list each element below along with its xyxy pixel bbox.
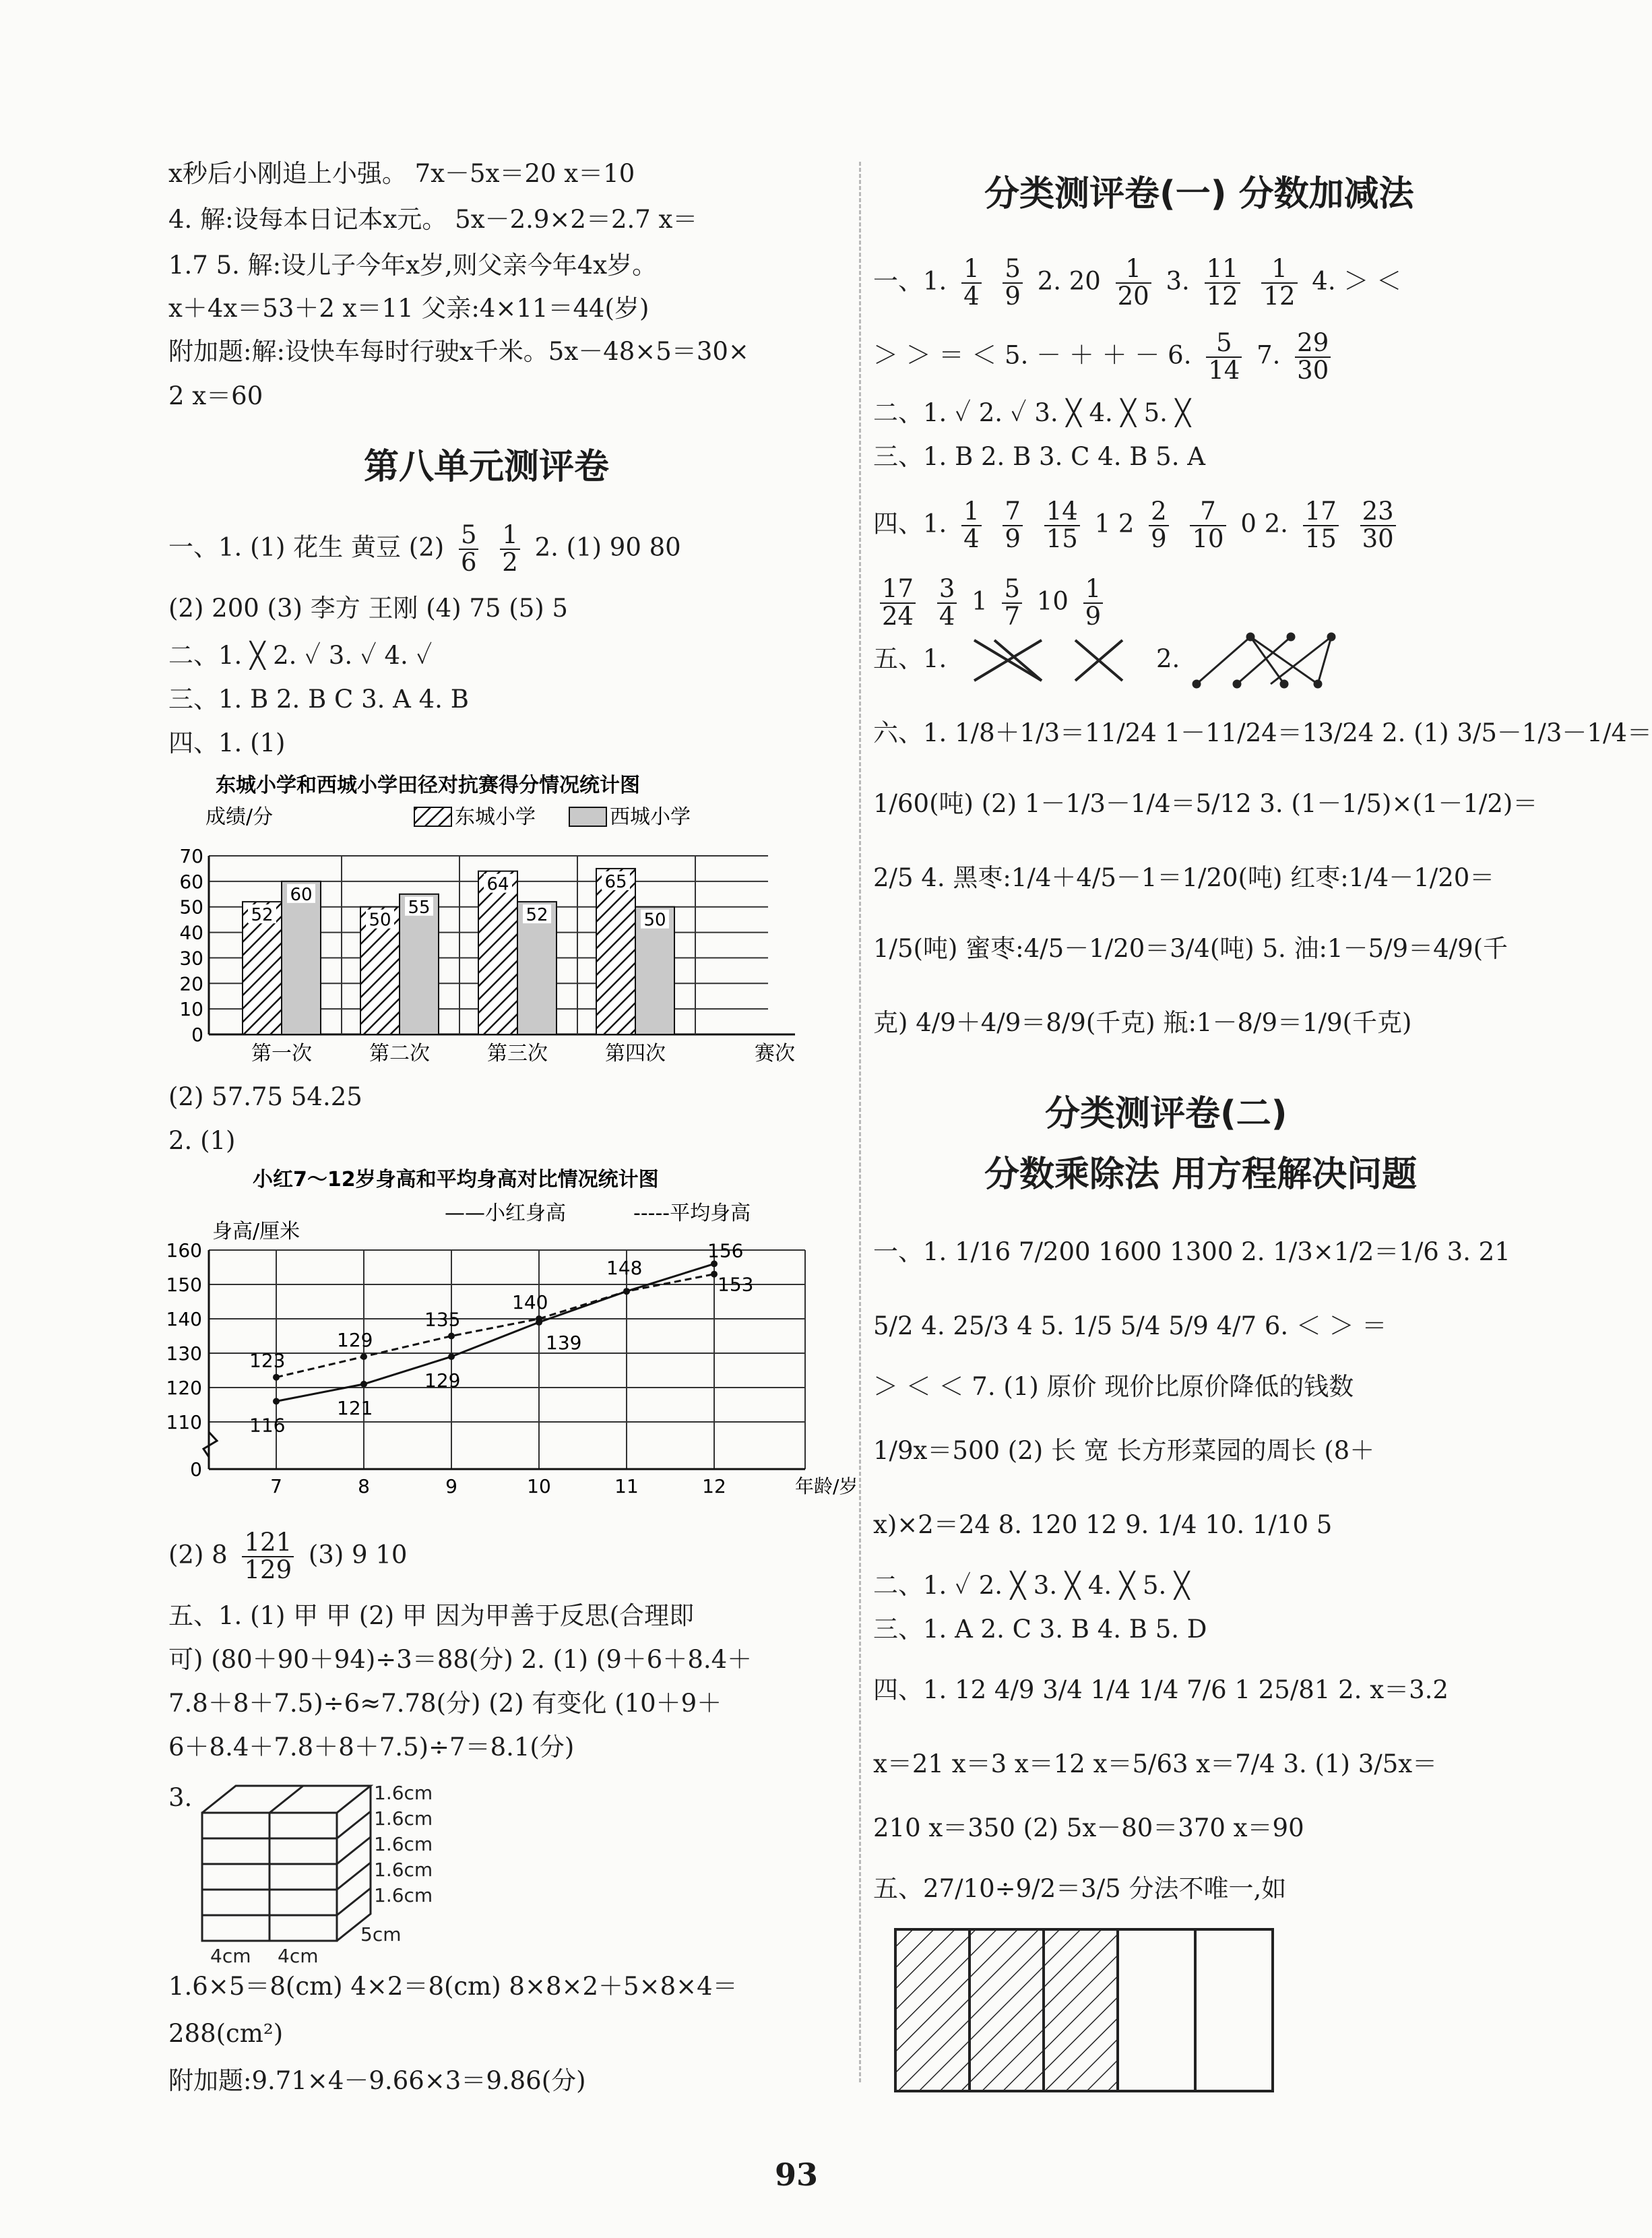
denominator: 12 [1263,281,1296,311]
x-tick-label: 11 [614,1475,639,1497]
data-label: 50 [643,910,666,931]
y-tick-label: 140 [166,1308,202,1330]
denominator: 15 [1046,524,1078,553]
series-line [276,1274,714,1377]
question-line [168,522,681,576]
numerator: 17 [880,576,916,604]
section-title: 分类测评卷(二) [1045,1094,1288,1134]
y-tick-label: 150 [166,1274,202,1296]
question-line [873,499,1403,553]
fraction [1190,499,1226,553]
text-line: 附加题:9.71×4－9.66×3＝9.86(分) [168,2066,586,2095]
denominator: 129 [244,1555,292,1584]
question-line [873,640,947,678]
text-line: x)×2＝24 8. 120 12 9. 1/4 10. 1/10 5 [873,1510,1333,1539]
numerator: 1 [1261,256,1297,284]
section-title: 第八单元测评卷 [364,447,610,487]
numerator: 29 [1295,330,1331,358]
text-line: 5/2 4. 25/3 4 5. 1/5 5/4 5/9 4/7 6. ＜ ＞ ＝ [873,1311,1387,1340]
fraction [500,522,520,576]
text-line: 可) (80＋90＋94)÷3＝88(分) 2. (1) (9＋6＋8.4＋ [168,1645,753,1674]
numerator: 121 [242,1530,294,1557]
y-tick-label: 20 [179,972,203,995]
denominator: 20 [1117,281,1149,311]
data-label: 52 [526,905,548,926]
box-label: 5cm [360,1923,402,1946]
denominator: 9 [1085,601,1102,631]
legend-label: -----平均身高 [633,1202,751,1225]
text-line: 二、1. ✓ 2. ╳ 3. ╳ 4. ╳ 5. ╳ [873,1571,1190,1600]
question-line [873,576,1110,630]
box-label: 1.6cm [374,1782,433,1804]
y-tick-label: 0 [191,1024,203,1046]
question-line [168,1530,407,1584]
y-tick-label: 110 [166,1411,202,1433]
fraction [1044,499,1080,553]
section-subtitle: 分数乘除法 用方程解决问题 [984,1154,1418,1195]
data-label: 156 [707,1239,744,1262]
y-tick-label: 50 [179,896,203,919]
x-tick-label: 9 [445,1475,457,1497]
text-line: 三、1. B 2. B C 3. A 4. B [168,685,469,714]
chart-title: 东城小学和西城小学田径对抗赛得分情况统计图 [216,774,640,797]
text: 一、1. [873,266,947,296]
data-point [273,1398,280,1404]
denominator: 12 [1206,281,1238,311]
text: 四、1. [873,509,947,538]
text-line: 克) 4/9＋4/9＝8/9(千克) 瓶:1－8/9＝1/9(千克) [873,1008,1412,1037]
numerator: 7 [1003,499,1023,526]
fraction [1205,256,1240,310]
data-point [623,1288,630,1295]
legend-label: ——小红身高 [445,1202,566,1225]
denominator: 4 [963,281,980,311]
text-line: 1/5(吨) 蜜枣:4/5－1/20＝3/4(吨) 5. 油:1－5/9＝4/9(千 [873,934,1508,963]
data-label: 121 [337,1396,373,1419]
fraction [1206,330,1242,384]
legend-swatch [414,807,451,826]
x-tick-label: 10 [527,1475,551,1497]
x-tick-label: 8 [358,1475,370,1497]
fraction [1003,499,1023,553]
fraction [1003,256,1023,310]
y-tick-label: 70 [179,845,203,867]
text-line: 一、1. 1/16 7/200 1600 1300 2. 1/3×1/2＝1/6 3. 21 [873,1237,1511,1266]
data-label: 52 [251,905,274,926]
fraction [242,1530,294,1584]
text-line: 五、27/10÷9/2＝3/5 分法不唯一,如 [873,1874,1287,1903]
text: 3. [1166,266,1190,296]
text: 2. (1) 90 80 [534,532,681,562]
x-tick-label: 第一次 [251,1042,312,1065]
denominator: 24 [882,601,914,631]
numerator: 5 [1206,330,1242,358]
data-label: 116 [249,1414,286,1437]
data-point [448,1333,455,1340]
text: 0 2. [1240,509,1288,538]
fraction [1360,499,1396,553]
section-title: 分类测评卷(一) 分数加减法 [984,174,1414,214]
text-line: 4. 解:设每本日记本x元。 5x－2.9×2＝2.7 x＝ [168,205,698,234]
text-line: 六、1. 1/8＋1/3＝11/24 1－11/24＝13/24 2. (1) 3/5－1/3－1/4＝ [873,718,1652,747]
denominator: 9 [1005,524,1021,553]
x-tick-label: 12 [702,1475,726,1497]
bar [596,869,635,1034]
denominator: 6 [460,547,477,577]
data-point [273,1374,280,1381]
denominator: 2 [502,547,518,577]
text-line: 附加题:解:设快车每时行驶x千米。5x－48×5＝30× [168,337,749,366]
text-line: 2. (1) [168,1126,236,1155]
text-line: (2) 200 (3) 李方 王刚 (4) 75 (5) 5 [168,594,568,623]
text-line: 五、1. (1) 甲 甲 (2) 甲 因为甲善于反思(合理即 [168,1601,695,1630]
text: 7. [1257,340,1281,370]
data-label: 123 [249,1349,286,1372]
data-label: 140 [512,1291,548,1313]
denominator: 9 [1005,281,1021,311]
data-point [536,1315,542,1322]
denominator: 7 [1004,601,1021,631]
bar [478,871,517,1034]
numerator: 3 [937,576,957,604]
fraction [1303,499,1339,553]
text-line: 6＋8.4＋7.8＋8＋7.5)÷7＝8.1(分) [168,1733,575,1762]
denominator: 9 [1151,524,1167,553]
x-tick-label: 第四次 [605,1042,666,1065]
y-tick-label: 120 [166,1377,202,1399]
text-line: 2 x＝60 [168,381,263,410]
data-label: 153 [718,1273,754,1296]
fraction-rectangle [893,1927,1277,2096]
x-axis-label: 赛次 [755,1042,795,1065]
legend-label: 东城小学 [455,805,536,829]
data-point [448,1353,455,1360]
denominator: 10 [1192,524,1224,553]
numerator: 1 [961,256,982,284]
numerator: 17 [1303,499,1339,526]
text: 1 2 [1094,509,1135,538]
line-chart [162,1162,858,1513]
data-label: 139 [546,1332,582,1355]
numerator: 1 [500,522,520,550]
fraction [1261,256,1297,310]
text: (2) 8 [168,1540,228,1569]
text: 一、1. (1) 花生 黄豆 (2) [168,532,445,562]
fraction [937,576,957,630]
box-label: 4cm [210,1945,251,1967]
x-tick-label: 第三次 [487,1042,548,1065]
question-line [873,256,1401,310]
box-label: 4cm [278,1945,319,1967]
matching-diagram-1 [967,633,1143,687]
data-label: 64 [486,874,509,895]
chart-title: 小红7～12岁身高和平均身高对比情况统计图 [253,1168,659,1191]
box-label: 1.6cm [374,1807,433,1830]
box-label: 1.6cm [374,1884,433,1906]
text: 10 [1036,586,1069,616]
y-axis-label: 成绩/分 [205,805,274,829]
data-label: 55 [408,897,431,918]
fraction [961,256,982,310]
text-line: ＞ ＜ ＜ 7. (1) 原价 现价比原价降低的钱数 [873,1372,1354,1401]
text-line: 288(cm²) [168,2019,284,2048]
y-tick-label: 30 [179,947,203,970]
numerator: 5 [459,522,479,550]
y-tick-label: 10 [179,998,203,1021]
numerator: 11 [1205,256,1240,284]
data-point [360,1353,367,1360]
axis-break [203,1432,217,1457]
data-label: 129 [424,1369,461,1392]
box-label: 1.6cm [374,1833,433,1855]
text-line: 二、1. ✓ 2. ✓ 3. ╳ 4. ╳ 5. ╳ [873,398,1190,427]
numerator: 1 [961,499,982,526]
data-label: 135 [424,1308,461,1331]
box-label: 1.6cm [374,1859,433,1881]
question-line [873,330,1337,384]
data-label: 60 [290,884,313,905]
text: 1 [972,586,988,616]
denominator: 30 [1297,355,1329,385]
matching-diagram-2 [1190,630,1352,691]
text-line: x秒后小刚追上小强。 7x－5x＝20 x＝10 [168,159,635,188]
denominator: 4 [939,601,955,631]
fraction [961,499,982,553]
numerator: 1 [1116,256,1151,284]
x-tick-label: 7 [270,1475,282,1497]
y-tick-label: 40 [179,921,203,944]
text-line: 1/60(吨) (2) 1－1/3－1/4＝5/12 3. (1－1/5)×(1－1/2)＝ [873,789,1538,818]
fraction [1149,499,1169,553]
data-label: 148 [606,1257,643,1280]
numerator: 5 [1003,256,1023,284]
question-number: 3. [168,1783,193,1812]
x-axis-label: 年龄/岁 [795,1475,858,1497]
text-line: x＝21 x＝3 x＝12 x＝5/63 x＝7/4 3. (1) 3/5x＝ [873,1749,1438,1778]
text-line: 三、1. B 2. B 3. C 4. B 5. A [873,442,1205,471]
numerator: 23 [1360,499,1396,526]
text: 五、1. [873,644,947,673]
text-line: 1.7 5. 解:设儿子今年x岁,则父亲今年4x岁。 [168,251,658,280]
text: (3) 9 10 [308,1540,408,1569]
denominator: 30 [1362,524,1394,553]
legend-swatch [569,807,606,826]
text-line: (2) 57.75 54.25 [168,1082,362,1111]
y-tick-label: 0 [190,1458,202,1481]
data-label: 50 [369,910,391,931]
text-line: 1.6×5＝8(cm) 4×2＝8(cm) 8×8×2＋5×8×4＝ [168,1972,738,2001]
denominator: 15 [1304,524,1337,553]
text-line: 2/5 4. 黑枣:1/4＋4/5－1＝1/20(吨) 红枣:1/4－1/20＝ [873,863,1495,892]
legend-label: 西城小学 [610,805,691,829]
bar-chart [162,768,822,1078]
fraction [880,576,916,630]
numerator: 14 [1044,499,1080,526]
text-line: 1/9x＝500 (2) 长 宽 长方形菜园的周长 (8＋ [873,1436,1375,1465]
text: 4. ＞ ＜ [1312,266,1402,296]
column-divider [859,162,861,2082]
x-tick-label: 第二次 [369,1042,430,1065]
denominator: 14 [1208,355,1240,385]
y-tick-label: 60 [179,870,203,893]
numerator: 2 [1149,499,1169,526]
text-line: 二、1. ╳ 2. ✓ 3. ✓ 4. ✓ [168,641,433,670]
data-label: 129 [337,1329,373,1352]
text-line: 四、1. 12 4/9 3/4 1/4 1/4 7/6 1 25/81 2. x＝3.2 [873,1675,1449,1704]
text-line: 四、1. (1) [168,728,286,757]
data-label: 65 [604,871,627,892]
numerator: 7 [1190,499,1226,526]
y-tick-label: 160 [166,1239,202,1262]
fraction [1295,330,1331,384]
denominator: 4 [963,524,980,553]
text: 2. 20 [1037,266,1101,296]
data-point [711,1271,718,1278]
fraction [1002,576,1022,630]
text-line: 210 x＝350 (2) 5x－80＝370 x＝90 [873,1813,1304,1842]
numerator: 1 [1083,576,1104,604]
fraction [459,522,479,576]
text: 2. [1156,644,1180,673]
text-line: x＋4x＝53＋2 x＝11 父亲:4×11＝44(岁) [168,294,649,323]
fraction [1116,256,1151,310]
numerator: 5 [1002,576,1022,604]
data-point [360,1381,367,1388]
y-tick-label: 130 [166,1342,202,1365]
text-line: 7.8＋8＋7.5)÷6≈7.78(分) (2) 有变化 (10＋9＋ [168,1689,722,1718]
text-line: 三、1. A 2. C 3. B 4. B 5. D [873,1615,1207,1644]
text: ＞ ＞ ＝ ＜ 5. － ＋ ＋ － 6. [873,340,1192,370]
page-number: 93 [775,2156,819,2193]
y-axis-label: 身高/厘米 [212,1220,300,1243]
cuboid-diagram [195,1779,492,1968]
fraction [1083,576,1104,630]
